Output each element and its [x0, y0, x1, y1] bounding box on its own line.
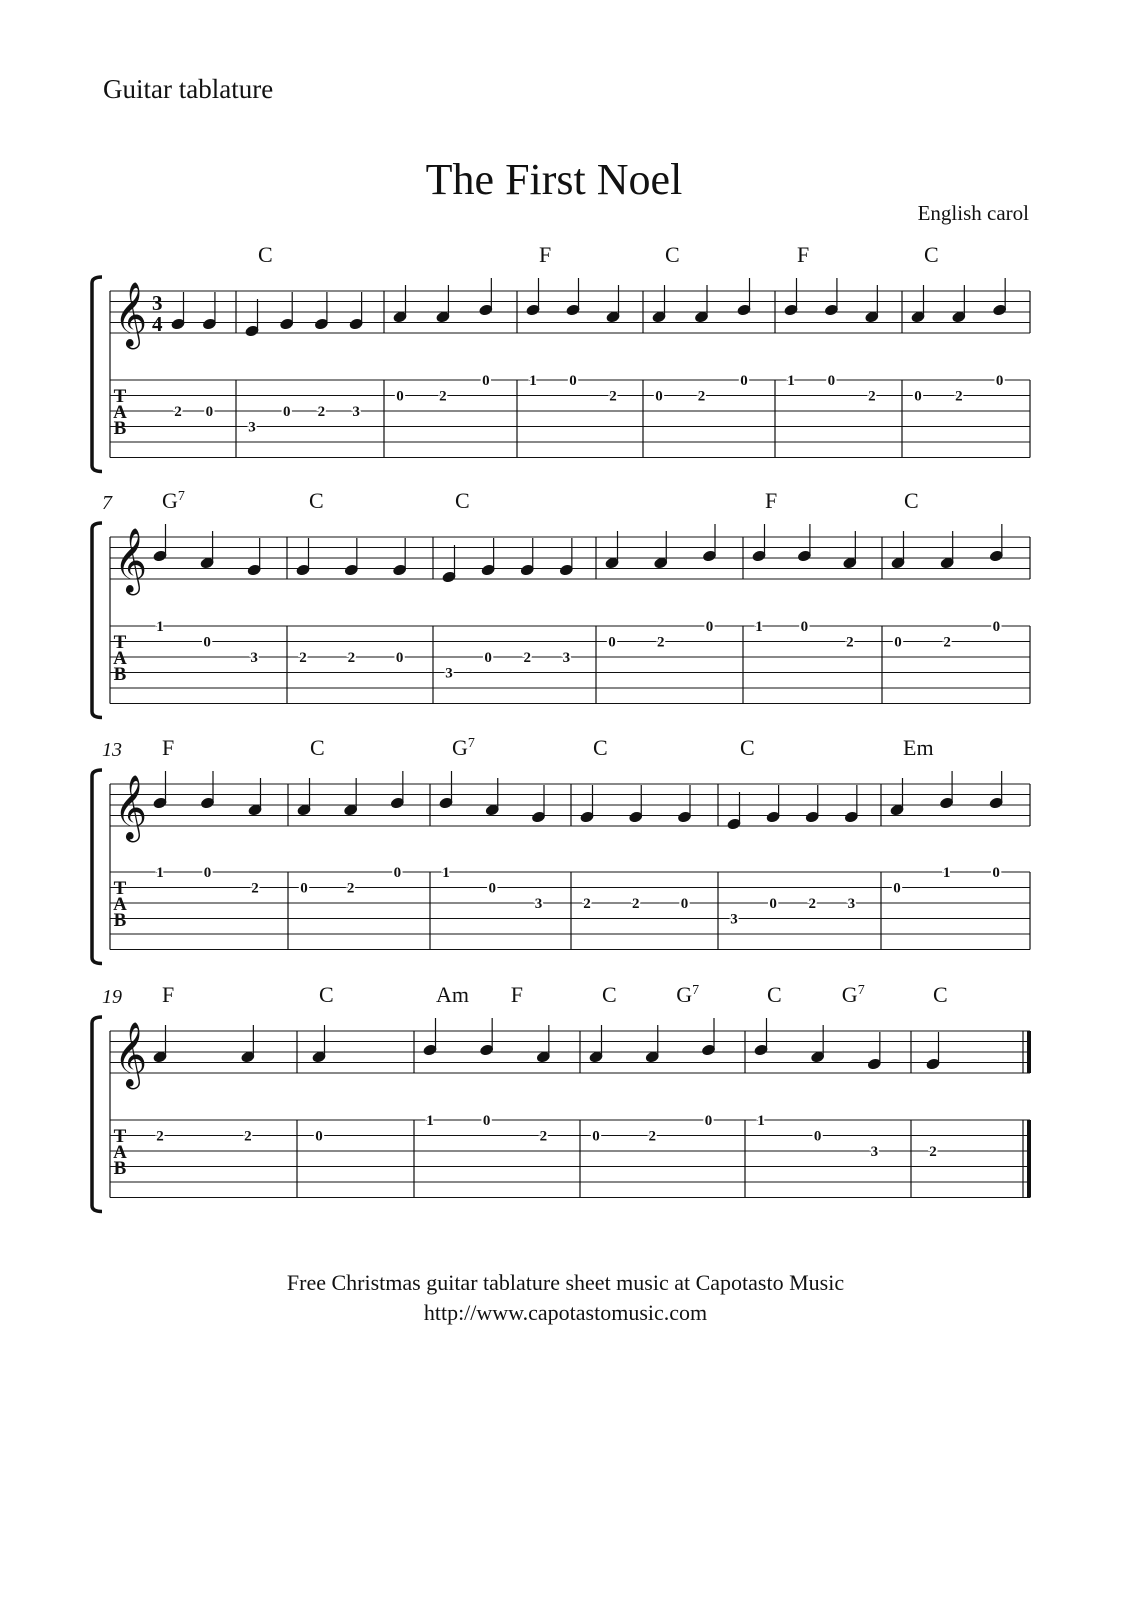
tab-fret-number: 0: [800, 619, 809, 635]
tab-fret-number: 1: [755, 619, 763, 635]
tab-fret-number: 0: [205, 404, 214, 420]
tab-fret-number: 0: [813, 1128, 822, 1145]
treble-clef-icon: 𝄞: [114, 777, 148, 839]
chord-symbol: Am: [436, 982, 469, 1007]
footer-url[interactable]: http://www.capotastomusic.com: [423, 1300, 708, 1325]
tab-fret-number: 0: [740, 373, 748, 389]
tab-fret-number: 2: [808, 896, 816, 912]
tab-fret-number: 0: [655, 388, 663, 405]
tab-fret-number: 2: [539, 1128, 548, 1145]
system-bracket: [92, 523, 102, 718]
chord-symbol: C: [904, 488, 919, 513]
tab-fret-number: 3: [562, 650, 571, 666]
tab-fret-number: 2: [846, 634, 854, 651]
tab-fret-number: 0: [203, 634, 211, 651]
chord-symbol: F: [162, 982, 175, 1007]
chord-symbol: C: [309, 488, 324, 513]
tab-fret-number: 2: [346, 880, 355, 897]
tab-fret-number: 2: [347, 650, 356, 666]
tab-clef-letter: T: [113, 878, 127, 899]
tab-fret-number: 3: [847, 896, 856, 912]
chord-symbol: F: [539, 242, 552, 267]
chord-symbol: $G^7$: [676, 982, 700, 1007]
chord-symbol: F: [765, 488, 778, 513]
tab-fret-number: 2: [929, 1144, 937, 1160]
tab-clef-letter: B: [113, 664, 127, 685]
tab-fret-number: 0: [282, 404, 291, 420]
tab-fret-number: 0: [395, 650, 404, 666]
footer-credit: Free Christmas guitar tablature sheet music at Capotasto Music: [286, 1270, 845, 1295]
chord-symbol: C: [258, 242, 273, 267]
tab-fret-number: 0: [893, 880, 901, 897]
measure-number: 19: [102, 986, 122, 1008]
tab-fret-number: 0: [569, 373, 577, 389]
chord-symbol: Em: [903, 735, 934, 760]
tab-fret-number: 2: [174, 404, 182, 420]
tab-fret-number: 1: [757, 1113, 765, 1129]
chord-symbol: C: [455, 488, 470, 513]
chord-symbol: $G^7$: [452, 735, 475, 760]
tab-fret-number: 2: [609, 388, 617, 405]
tab-clef-letter: T: [113, 386, 127, 407]
tab-fret-number: 0: [608, 634, 616, 651]
tab-fret-number: 0: [992, 865, 1000, 881]
system-bracket: [92, 277, 102, 472]
tab-fret-number: 0: [315, 1128, 323, 1145]
tab-fret-number: 2: [868, 388, 876, 405]
footer: [0, 1268, 1131, 1328]
tab-fret-number: 2: [583, 896, 591, 912]
time-signature-bottom: 4: [152, 312, 163, 336]
measure-number: 7: [102, 492, 112, 514]
tab-fret-number: 2: [251, 880, 259, 897]
tab-clef-letter: T: [113, 632, 127, 653]
tab-fret-number: 0: [705, 619, 714, 635]
tab-fret-number: 1: [156, 619, 164, 635]
tab-fret-number: 2: [523, 650, 531, 666]
tab-fret-number: 0: [704, 1113, 713, 1129]
tab-fret-number: 1: [442, 865, 450, 881]
tab-fret-number: 2: [697, 388, 706, 405]
chord-symbol: F: [797, 242, 810, 267]
tab-fret-number: 1: [787, 373, 795, 389]
tab-fret-number: 2: [943, 634, 951, 651]
tab-fret-number: 3: [250, 650, 258, 666]
tab-fret-number: 1: [156, 865, 164, 881]
tab-fret-number: 2: [657, 634, 665, 651]
chord-symbol: F: [162, 735, 175, 760]
tab-fret-number: 0: [484, 650, 492, 666]
tab-clef-letter: A: [113, 894, 127, 915]
system-bracket: [92, 1017, 102, 1212]
tab-fret-number: 1: [529, 373, 537, 389]
chord-symbol: C: [310, 735, 325, 760]
tab-fret-number: 0: [680, 896, 689, 912]
chord-symbol: C: [593, 735, 608, 760]
measure-number: 13: [102, 739, 122, 761]
chord-symbol: C: [740, 735, 755, 760]
treble-clef-icon: 𝄞: [114, 284, 148, 346]
chord-symbol: F: [510, 982, 524, 1007]
tab-fret-number: 0: [393, 865, 402, 881]
tab-fret-number: 0: [894, 634, 902, 651]
tab-fret-number: 0: [827, 373, 836, 389]
time-signature-top: 3: [152, 291, 163, 315]
tab-fret-number: 0: [592, 1128, 600, 1145]
tab-fret-number: 3: [534, 896, 543, 912]
tab-fret-number: 2: [632, 896, 640, 912]
tab-fret-number: 3: [730, 911, 738, 928]
tab-fret-number: 3: [352, 404, 360, 420]
tab-clef-letter: T: [113, 1126, 127, 1147]
page-title: The First Noel: [425, 155, 683, 204]
treble-clef-icon: 𝄞: [114, 530, 148, 592]
tab-fret-number: 0: [203, 865, 212, 881]
tab-fret-number: 3: [248, 419, 256, 436]
chord-symbol: C: [665, 242, 680, 267]
tab-fret-number: 3: [445, 665, 453, 682]
tab-fret-number: 3: [870, 1144, 879, 1160]
tab-fret-number: 2: [317, 404, 326, 420]
tab-fret-number: 2: [439, 388, 447, 405]
tab-fret-number: 0: [396, 388, 404, 405]
tab-clef-letter: A: [113, 648, 127, 669]
tab-fret-number: 0: [488, 880, 496, 897]
tab-fret-number: 0: [914, 388, 922, 405]
tab-clef-letter: B: [113, 418, 127, 439]
tab-fret-number: 2: [244, 1128, 252, 1145]
header-label: Guitar tablature: [103, 74, 274, 104]
tab-fret-number: 2: [648, 1128, 656, 1145]
chord-symbol: C: [602, 982, 617, 1007]
chord-symbol: $G^7$: [841, 982, 865, 1007]
chord-symbol: C: [924, 242, 939, 267]
tab-fret-number: 1: [942, 865, 951, 881]
chord-symbol: $G^7$: [162, 488, 185, 513]
tab-fret-number: 2: [955, 388, 963, 405]
tab-clef-letter: A: [113, 402, 127, 423]
composer-credit: English carol: [917, 201, 1029, 225]
chord-symbol: C: [319, 982, 334, 1007]
tab-fret-number: 0: [300, 880, 308, 897]
system-bracket: [92, 770, 102, 964]
treble-clef-icon: 𝄞: [114, 1024, 148, 1086]
tab-fret-number: 2: [156, 1128, 164, 1145]
tab-fret-number: 1: [426, 1113, 434, 1129]
tab-fret-number: 0: [482, 373, 490, 389]
chord-symbol: C: [767, 982, 782, 1007]
tab-clef-letter: A: [113, 1142, 127, 1163]
tab-clef-letter: B: [113, 1158, 127, 1179]
tab-fret-number: 0: [995, 373, 1004, 389]
chord-symbol: C: [933, 982, 948, 1007]
tab-fret-number: 2: [299, 650, 307, 666]
tab-fret-number: 0: [769, 896, 777, 912]
tab-fret-number: 0: [992, 619, 1001, 635]
tab-fret-number: 0: [482, 1113, 491, 1129]
tab-clef-letter: B: [113, 910, 127, 931]
